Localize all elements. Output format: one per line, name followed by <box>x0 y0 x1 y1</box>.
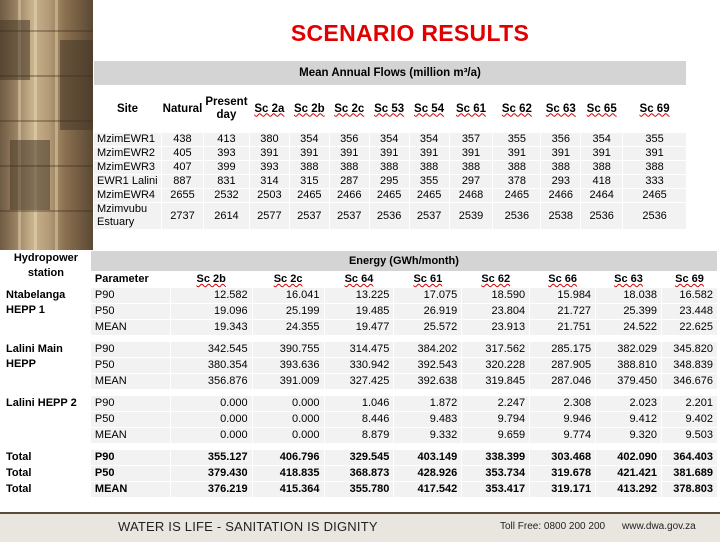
energy-row <box>3 358 718 374</box>
parameter-name: P50 <box>90 304 170 320</box>
flow-value: 355 <box>493 133 541 147</box>
scenario-header: Sc 2c <box>252 272 324 288</box>
energy-value: 0.000 <box>170 428 252 444</box>
total-value: 417.542 <box>394 482 462 498</box>
flows-header-cell: Present day <box>203 86 249 133</box>
energy-row <box>3 304 718 320</box>
parameter-name: P50 <box>90 358 170 374</box>
footer-slogan: WATER IS LIFE - SANITATION IS DIGNITY <box>118 519 378 534</box>
energy-value: 384.202 <box>394 342 462 358</box>
energy-row <box>3 342 718 358</box>
energy-value: 346.676 <box>661 374 717 390</box>
flow-value: 388 <box>369 161 409 175</box>
total-row <box>3 450 718 466</box>
total-value: 403.149 <box>394 450 462 466</box>
energy-value: 9.412 <box>596 412 662 428</box>
energy-value: 16.582 <box>661 288 717 304</box>
total-value: 381.689 <box>661 466 717 482</box>
scenario-header: Sc 63 <box>596 272 662 288</box>
energy-value: 379.450 <box>596 374 662 390</box>
total-value: 418.835 <box>252 466 324 482</box>
flow-value: 2503 <box>249 189 289 203</box>
scenario-header: Sc 66 <box>530 272 596 288</box>
energy-value: 393.636 <box>252 358 324 374</box>
flow-value: 388 <box>541 161 581 175</box>
flow-value: 391 <box>249 147 289 161</box>
flow-value: 2537 <box>409 203 449 230</box>
energy-value: 9.946 <box>530 412 596 428</box>
flow-value: 391 <box>493 147 541 161</box>
flow-value: 295 <box>369 175 409 189</box>
total-value: 353.734 <box>462 466 530 482</box>
energy-value: 0.000 <box>252 412 324 428</box>
energy-value: 0.000 <box>170 396 252 412</box>
energy-value: 25.399 <box>596 304 662 320</box>
flow-value: 2465 <box>623 189 687 203</box>
total-value: 319.678 <box>530 466 596 482</box>
energy-value: 380.354 <box>170 358 252 374</box>
energy-value: 2.023 <box>596 396 662 412</box>
building-photo <box>0 0 93 250</box>
energy-row <box>3 320 718 336</box>
flows-header-cell: Natural <box>161 86 203 133</box>
energy-value: 320.228 <box>462 358 530 374</box>
energy-value: 390.755 <box>252 342 324 358</box>
parameter-name: MEAN <box>90 482 170 498</box>
parameter-name: P90 <box>90 342 170 358</box>
total-value: 319.171 <box>530 482 596 498</box>
flow-value: 2465 <box>493 189 541 203</box>
energy-value: 16.041 <box>252 288 324 304</box>
energy-value: 342.545 <box>170 342 252 358</box>
energy-value: 21.727 <box>530 304 596 320</box>
flow-value: 2536 <box>369 203 409 230</box>
energy-value: 24.355 <box>252 320 324 336</box>
flow-value: 354 <box>369 133 409 147</box>
energy-value: 317.562 <box>462 342 530 358</box>
flow-value: 315 <box>289 175 329 189</box>
site-name: MzimEWR2 <box>94 147 162 161</box>
energy-value: 26.919 <box>394 304 462 320</box>
site-name: MzimEWR4 <box>94 189 162 203</box>
energy-row <box>3 288 718 304</box>
flow-value: 2537 <box>329 203 369 230</box>
energy-value: 13.225 <box>324 288 394 304</box>
energy-value: 18.590 <box>462 288 530 304</box>
flow-value: 2536 <box>623 203 687 230</box>
site-name: MzimEWR1 <box>94 133 162 147</box>
total-label: Total <box>3 466 91 482</box>
flow-value: 391 <box>289 147 329 161</box>
flow-value: 357 <box>449 133 493 147</box>
total-value: 413.292 <box>596 482 662 498</box>
energy-value: 0.000 <box>252 396 324 412</box>
flow-value: 393 <box>249 161 289 175</box>
energy-value: 25.199 <box>252 304 324 320</box>
energy-value: 17.075 <box>394 288 462 304</box>
flow-value: 391 <box>581 147 623 161</box>
energy-value: 9.794 <box>462 412 530 428</box>
flow-value: 2614 <box>203 203 249 230</box>
flow-value: 2537 <box>289 203 329 230</box>
energy-value: 9.332 <box>394 428 462 444</box>
site-name: Mzimvubu Estuary <box>94 203 162 230</box>
total-value: 355.780 <box>324 482 394 498</box>
energy-value: 319.845 <box>462 374 530 390</box>
energy-value: 9.483 <box>394 412 462 428</box>
parameter-name: P90 <box>90 450 170 466</box>
energy-value: 23.448 <box>661 304 717 320</box>
flow-value: 418 <box>581 175 623 189</box>
flows-header-cell: Sc 61 <box>449 86 493 133</box>
page-title: SCENARIO RESULTS <box>290 20 530 46</box>
flow-value: 831 <box>203 175 249 189</box>
flow-value: 2737 <box>161 203 203 230</box>
flows-row <box>94 203 687 230</box>
footer-tollfree: Toll Free: 0800 200 200 <box>500 521 606 532</box>
energy-value: 330.942 <box>324 358 394 374</box>
flows-header-cell: Sc 2c <box>329 86 369 133</box>
parameter-name: P50 <box>90 412 170 428</box>
energy-value: 23.804 <box>462 304 530 320</box>
scenario-header: Sc 2b <box>170 272 252 288</box>
flow-value: 355 <box>623 133 687 147</box>
energy-value: 19.485 <box>324 304 394 320</box>
energy-value: 0.000 <box>252 428 324 444</box>
flow-value: 2466 <box>541 189 581 203</box>
energy-value: 19.343 <box>170 320 252 336</box>
energy-value: 0.000 <box>170 412 252 428</box>
flow-value: 2465 <box>289 189 329 203</box>
energy-value: 12.582 <box>170 288 252 304</box>
energy-value: 25.572 <box>394 320 462 336</box>
flows-row <box>94 189 687 203</box>
energy-value: 15.984 <box>530 288 596 304</box>
energy-value: 9.503 <box>661 428 717 444</box>
energy-row <box>3 374 718 390</box>
energy-value: 2.247 <box>462 396 530 412</box>
flows-header-cell: Sc 69 <box>623 86 687 133</box>
mean-annual-flows-table <box>93 60 687 230</box>
site-name: MzimEWR3 <box>94 161 162 175</box>
flows-header-cell: Sc 65 <box>581 86 623 133</box>
energy-value: 285.175 <box>530 342 596 358</box>
flow-value: 399 <box>203 161 249 175</box>
flow-value: 2464 <box>581 189 623 203</box>
flow-value: 378 <box>493 175 541 189</box>
total-value: 402.090 <box>596 450 662 466</box>
flow-value: 388 <box>449 161 493 175</box>
energy-value: 1.046 <box>324 396 394 412</box>
flow-value: 380 <box>249 133 289 147</box>
scenario-header: Sc 69 <box>661 272 717 288</box>
flows-header-cell: Sc 2b <box>289 86 329 133</box>
energy-value: 8.879 <box>324 428 394 444</box>
flow-value: 2532 <box>203 189 249 203</box>
parameter-name: MEAN <box>90 428 170 444</box>
energy-value: 9.659 <box>462 428 530 444</box>
flow-value: 388 <box>581 161 623 175</box>
flows-header-cell: Sc 63 <box>541 86 581 133</box>
flow-value: 355 <box>409 175 449 189</box>
energy-value: 19.477 <box>324 320 394 336</box>
total-value: 338.399 <box>462 450 530 466</box>
energy-value: 348.839 <box>661 358 717 374</box>
energy-value: 392.638 <box>394 374 462 390</box>
flows-header-cell: Sc 54 <box>409 86 449 133</box>
energy-value: 1.872 <box>394 396 462 412</box>
energy-value: 22.625 <box>661 320 717 336</box>
energy-value: 392.543 <box>394 358 462 374</box>
station-name: Ntabelanga HEPP 1 <box>3 288 91 336</box>
station-name: Lalini HEPP 2 <box>3 396 91 444</box>
energy-row <box>3 396 718 412</box>
parameter-header: Parameter <box>90 272 170 288</box>
flow-value: 388 <box>329 161 369 175</box>
energy-value: 23.913 <box>462 320 530 336</box>
energy-value: 8.446 <box>324 412 394 428</box>
total-value: 364.403 <box>661 450 717 466</box>
total-label: Total <box>3 450 91 466</box>
flow-value: 2465 <box>409 189 449 203</box>
total-value: 353.417 <box>462 482 530 498</box>
total-row <box>3 482 718 498</box>
flows-header-cell: Site <box>94 86 162 133</box>
total-value: 379.430 <box>170 466 252 482</box>
total-value: 428.926 <box>394 466 462 482</box>
flow-value: 393 <box>203 147 249 161</box>
energy-value: 9.774 <box>530 428 596 444</box>
energy-value: 327.425 <box>324 374 394 390</box>
total-value: 329.545 <box>324 450 394 466</box>
flow-value: 407 <box>161 161 203 175</box>
energy-title: Energy (GWh/month) <box>90 251 717 272</box>
flows-row <box>94 147 687 161</box>
total-value: 303.468 <box>530 450 596 466</box>
flow-value: 391 <box>369 147 409 161</box>
flow-value: 333 <box>623 175 687 189</box>
flow-value: 887 <box>161 175 203 189</box>
energy-value: 287.046 <box>530 374 596 390</box>
flow-value: 2465 <box>369 189 409 203</box>
parameter-name: P90 <box>90 396 170 412</box>
energy-value: 314.475 <box>324 342 394 358</box>
flows-row <box>94 175 687 189</box>
total-value: 376.219 <box>170 482 252 498</box>
parameter-name: P50 <box>90 466 170 482</box>
flow-value: 2577 <box>249 203 289 230</box>
energy-value: 2.201 <box>661 396 717 412</box>
total-label: Total <box>3 482 91 498</box>
flow-value: 297 <box>449 175 493 189</box>
station-name: Lalini Main HEPP <box>3 342 91 390</box>
energy-value: 287.905 <box>530 358 596 374</box>
flow-value: 293 <box>541 175 581 189</box>
flows-header-cell: Sc 2a <box>249 86 289 133</box>
energy-value: 21.751 <box>530 320 596 336</box>
flows-title: Mean Annual Flows (million m³/a) <box>94 61 687 86</box>
flows-header-cell: Sc 53 <box>369 86 409 133</box>
flow-value: 2539 <box>449 203 493 230</box>
flow-value: 2655 <box>161 189 203 203</box>
energy-value: 356.876 <box>170 374 252 390</box>
flow-value: 2538 <box>541 203 581 230</box>
total-row <box>3 466 718 482</box>
energy-value: 9.320 <box>596 428 662 444</box>
flow-value: 391 <box>449 147 493 161</box>
parameter-name: MEAN <box>90 374 170 390</box>
flow-value: 405 <box>161 147 203 161</box>
station-header: Hydropower station <box>3 251 91 288</box>
total-value: 368.873 <box>324 466 394 482</box>
flow-value: 388 <box>289 161 329 175</box>
flow-value: 391 <box>541 147 581 161</box>
energy-value: 9.402 <box>661 412 717 428</box>
energy-value: 24.522 <box>596 320 662 336</box>
energy-value: 2.308 <box>530 396 596 412</box>
flow-value: 354 <box>289 133 329 147</box>
flow-value: 287 <box>329 175 369 189</box>
scenario-header: Sc 64 <box>324 272 394 288</box>
flow-value: 391 <box>329 147 369 161</box>
flows-row <box>94 133 687 147</box>
site-name: EWR1 Lalini <box>94 175 162 189</box>
flows-header-cell: Sc 62 <box>493 86 541 133</box>
energy-value: 391.009 <box>252 374 324 390</box>
flow-value: 356 <box>541 133 581 147</box>
flow-value: 314 <box>249 175 289 189</box>
energy-value: 19.096 <box>170 304 252 320</box>
flow-value: 388 <box>493 161 541 175</box>
total-value: 355.127 <box>170 450 252 466</box>
footer-website: www.dwa.gov.za <box>622 521 696 532</box>
parameter-name: MEAN <box>90 320 170 336</box>
total-value: 406.796 <box>252 450 324 466</box>
flow-value: 391 <box>623 147 687 161</box>
energy-row <box>3 412 718 428</box>
flow-value: 2536 <box>493 203 541 230</box>
total-value: 415.364 <box>252 482 324 498</box>
energy-value: 345.820 <box>661 342 717 358</box>
flow-value: 356 <box>329 133 369 147</box>
flow-value: 2468 <box>449 189 493 203</box>
flow-value: 2466 <box>329 189 369 203</box>
energy-value: 388.810 <box>596 358 662 374</box>
flows-row <box>94 161 687 175</box>
total-value: 378.803 <box>661 482 717 498</box>
flow-value: 2536 <box>581 203 623 230</box>
flow-value: 388 <box>409 161 449 175</box>
scenario-header: Sc 61 <box>394 272 462 288</box>
flow-value: 438 <box>161 133 203 147</box>
energy-table <box>2 250 718 498</box>
energy-value: 18.038 <box>596 288 662 304</box>
parameter-name: P90 <box>90 288 170 304</box>
flow-value: 388 <box>623 161 687 175</box>
flow-value: 413 <box>203 133 249 147</box>
flow-value: 354 <box>409 133 449 147</box>
energy-row <box>3 428 718 444</box>
flow-value: 354 <box>581 133 623 147</box>
total-value: 421.421 <box>596 466 662 482</box>
scenario-header: Sc 62 <box>462 272 530 288</box>
flow-value: 391 <box>409 147 449 161</box>
energy-value: 382.029 <box>596 342 662 358</box>
